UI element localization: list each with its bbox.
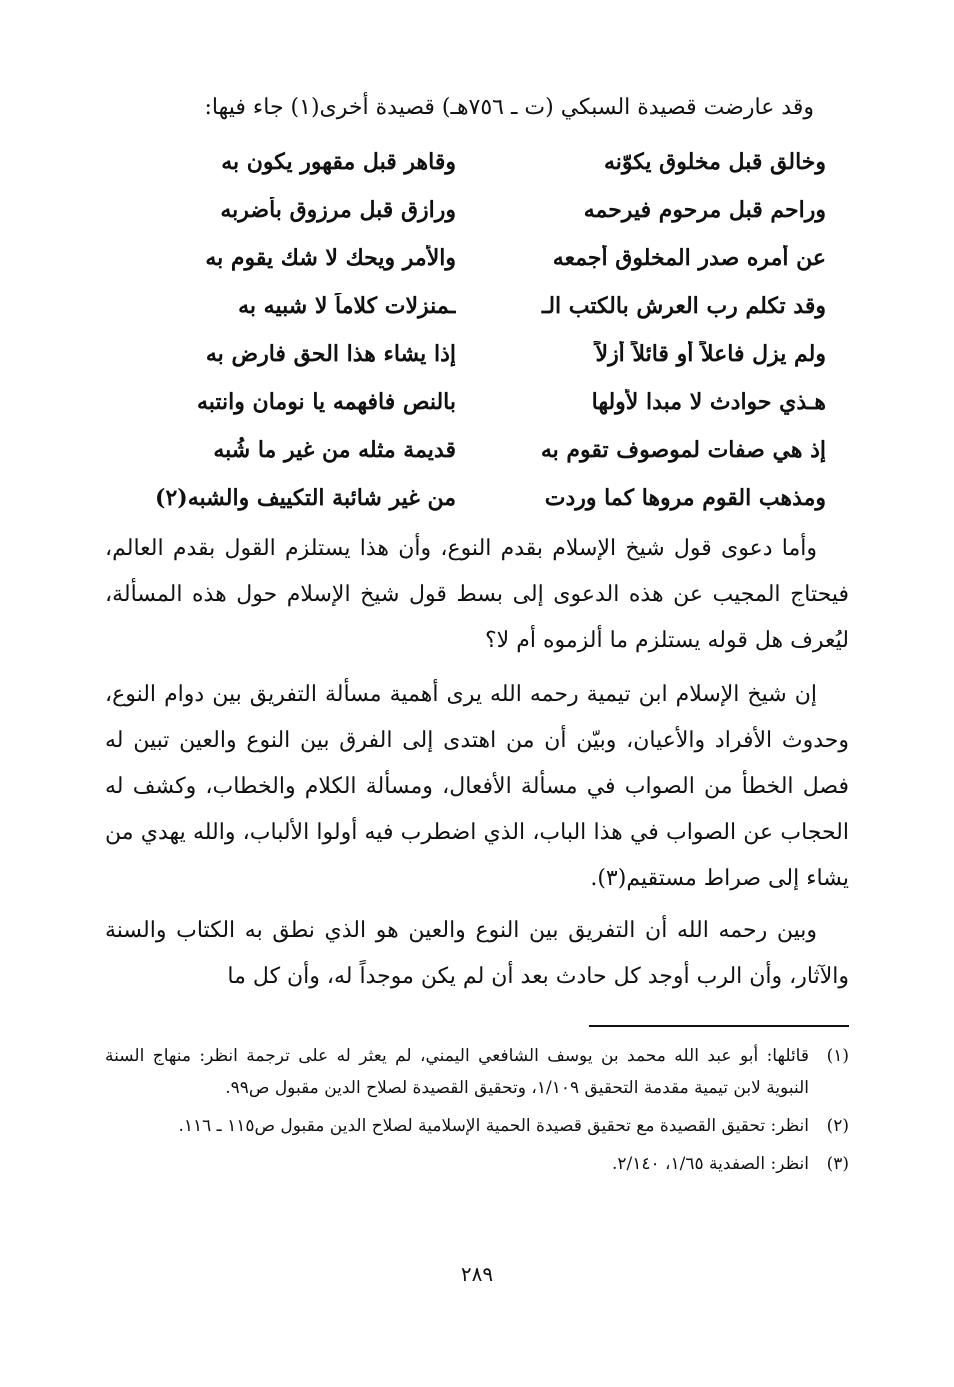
verse-first-hemistich: وراحم قبل مرحوم فيرحمه xyxy=(583,197,826,223)
intro-line: وقد عارضت قصيدة السبكي (ت ـ ٧٥٦هـ) قصيدة أخرى(١) جاء فيها: xyxy=(204,95,814,120)
footnote-separator xyxy=(589,1025,849,1027)
verse-first-hemistich: ولم يزل فاعلاً أو قائلاً أزلاً xyxy=(595,341,826,367)
footnote-number: (٢) xyxy=(826,1116,849,1136)
poem-verse xyxy=(126,474,826,522)
verse-first-hemistich: وقد تكلم رب العرش بالكتب الـ xyxy=(541,293,826,319)
poem xyxy=(126,138,826,522)
page-number: ٢٨٩ xyxy=(460,1262,494,1286)
footnotes xyxy=(105,1040,849,1186)
poem-verse xyxy=(126,282,826,330)
footnote xyxy=(105,1148,849,1180)
verse-second-hemistich: وقاهر قبل مقهور يكون به xyxy=(221,149,456,175)
verse-first-hemistich: هـذي حوادث لا مبدا لأولها xyxy=(591,389,826,415)
body-paragraph: وبين رحمه الله أن التفريق بين النوع والعين هو الذي نطق به الكتاب والسنة والآثار، وأن الرب أوجد كل حادث بعد أن لم يكن موجداً له، وأن كل ما xyxy=(105,918,849,989)
verse-second-hemistich: من غير شائبة التكييف والشبه(٢) xyxy=(155,485,456,511)
body-paragraph: إن شيخ الإسلام ابن تيمية رحمه الله يرى أهمية مسألة التفريق بين دوام النوع، وحدوث الأفراد والأعيان، وبيّن أن من اهتدى إلى الفرق بين النوع والعين تبين له فصل الخطأ من الصواب في مسألة الأفعال، ومسألة الكلام والخطاب، وكشف له الحجاب عن الصواب في هذا الباب، الذي اضطرب فيه أولوا الألباب، والله يهدي من يشاء إلى صراط مستقيم(٣). xyxy=(105,682,849,891)
verse-first-hemistich: وخالق قبل مخلوق يكوّنه xyxy=(603,149,826,175)
body-paragraph: وأما دعوى قول شيخ الإسلام بقدم النوع، وأن هذا يستلزم القول بقدم العالم، فيحتاج المجيب عن هذه الدعوى إلى بسط قول شيخ الإسلام حول هذه المسألة، ليُعرف هل قوله يستلزم ما ألزموه أم لا؟ xyxy=(105,536,849,653)
poem-verse xyxy=(126,186,826,234)
footnote xyxy=(105,1110,849,1142)
footnote-text: انظر: الصفدية ١/٦٥، ٢/١٤٠. xyxy=(611,1154,809,1174)
footnote-text: قائلها: أبو عبد الله محمد بن يوسف الشافعي اليمني، لم يعثر له على ترجمة انظر: منهاج السنة النبوية لابن تيمية مقدمة التحقيق ١/١٠٩، وتحقيق القصيدة لصلاح الدين مقبول ص٩٩. xyxy=(105,1046,809,1098)
footnote xyxy=(105,1040,849,1104)
footnote-number: (١) xyxy=(826,1046,849,1066)
verse-second-hemistich: ـمنزلات كلاماً لا شبيه به xyxy=(238,293,456,319)
verse-second-hemistich: إذا يشاء هذا الحق فارض به xyxy=(205,341,456,367)
poem-verse xyxy=(126,426,826,474)
poem-verse xyxy=(126,138,826,186)
footnote-number: (٣) xyxy=(826,1154,849,1174)
poem-verse xyxy=(126,234,826,282)
verse-second-hemistich: والأمر ويحك لا شك يقوم به xyxy=(205,245,456,271)
poem-verse xyxy=(126,330,826,378)
footnote-text: انظر: تحقيق القصيدة مع تحقيق قصيدة الحمية الإسلامية لصلاح الدين مقبول ص١١٥ ـ ١١٦. xyxy=(178,1116,809,1136)
verse-second-hemistich: قديمة مثله من غير ما شُبه xyxy=(213,437,456,463)
verse-second-hemistich: بالنص فافهمه يا نومان وانتبه xyxy=(196,389,456,415)
verse-second-hemistich: ورازق قبل مرزوق بأضربه xyxy=(220,197,456,223)
verse-first-hemistich: عن أمره صدر المخلوق أجمعه xyxy=(552,245,826,271)
poem-verse xyxy=(126,378,826,426)
verse-first-hemistich: إذ هي صفات لموصوف تقوم به xyxy=(540,437,826,463)
verse-first-hemistich: ومذهب القوم مروها كما وردت xyxy=(544,485,826,511)
